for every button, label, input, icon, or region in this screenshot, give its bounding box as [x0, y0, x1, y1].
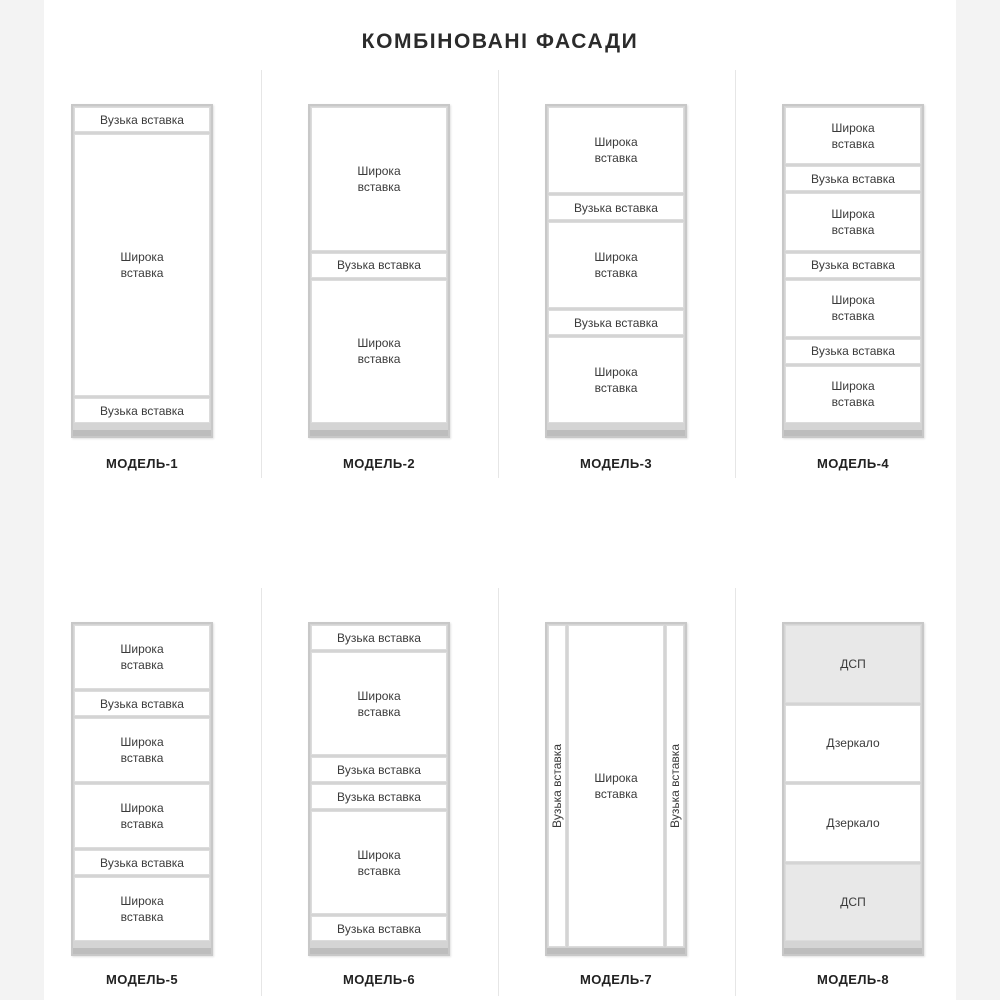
narrow-insert-panel [785, 339, 921, 364]
narrow-insert-label: Вузька вставка [100, 403, 184, 418]
wide-insert-label: Широка [120, 735, 164, 749]
model-label: МОДЕЛЬ-3 [580, 456, 652, 471]
wide-insert-panel [74, 877, 210, 941]
narrow-insert-panel-vertical [666, 625, 684, 947]
wide-insert-label: вставка [594, 151, 638, 165]
wide-insert-label: Широка [120, 801, 164, 815]
wide-insert-panel [311, 652, 447, 755]
wide-insert-label: Широка [594, 771, 638, 785]
narrow-insert-label: Вузька вставка [668, 744, 682, 828]
column-divider [735, 70, 736, 478]
wide-insert-label: вставка [357, 863, 401, 878]
narrow-insert-label: Вузька вставка [100, 855, 184, 870]
model-label: МОДЕЛЬ-6 [343, 972, 415, 987]
door-facade [545, 622, 687, 956]
door-facade [71, 104, 213, 438]
wide-insert-label: Широка [357, 688, 401, 703]
wide-insert-panel [548, 107, 684, 193]
wide-insert-panel [548, 337, 684, 423]
wide-insert-panel [74, 625, 210, 689]
wide-insert-label: Широка [594, 250, 638, 264]
wide-insert-label: вставка [357, 179, 401, 194]
wide-insert-label: вставка [357, 352, 401, 367]
wide-insert-label: Широка [120, 642, 164, 656]
wide-insert-label: Широка [831, 379, 875, 394]
wide-insert-label: Широка [594, 365, 638, 379]
wide-insert-panel [311, 811, 447, 914]
wide-insert-label: Широка [594, 135, 638, 149]
narrow-insert-label: Вузька вставка [550, 744, 564, 828]
wide-insert-label: вставка [120, 910, 164, 924]
mirror-panel [785, 705, 921, 783]
narrow-insert-label: Вузька вставка [337, 762, 421, 777]
wide-insert-label: Широка [357, 336, 401, 351]
narrow-insert-panel [311, 916, 447, 941]
wide-insert-panel [74, 784, 210, 848]
narrow-insert-label: Вузька вставка [337, 789, 421, 804]
wide-insert-panel [785, 366, 921, 423]
mirror-panel [785, 784, 921, 862]
narrow-insert-panel [74, 107, 210, 132]
column-divider [498, 588, 499, 996]
wide-insert-panel [548, 222, 684, 308]
model-label: МОДЕЛЬ-8 [817, 972, 889, 987]
narrow-insert-label: Вузька вставка [337, 258, 421, 272]
column-divider [735, 588, 736, 996]
mirror-label: Дзеркало [826, 815, 880, 830]
wide-insert-label: Широка [831, 120, 875, 135]
chipboard-panel [785, 625, 921, 703]
page-title: КОМБІНОВАНІ ФАСАДИ [361, 30, 639, 53]
wide-insert-label: вставка [357, 704, 401, 719]
wide-insert-label: вставка [831, 309, 875, 324]
wide-insert-label: Широка [120, 894, 164, 908]
wide-insert-panel [785, 193, 921, 250]
model-label: МОДЕЛЬ-4 [817, 456, 889, 471]
narrow-insert-panel-vertical [548, 625, 566, 947]
wide-insert-label: вставка [120, 266, 164, 280]
narrow-insert-label: Вузька вставка [574, 315, 658, 330]
wide-insert-panel [785, 280, 921, 337]
wide-insert-label: вставка [831, 222, 875, 237]
wide-insert-label: Широка [831, 206, 875, 221]
column-divider [498, 70, 499, 478]
door-facade [71, 622, 213, 956]
column-divider [261, 588, 262, 996]
wide-insert-panel [568, 625, 664, 947]
model-label: МОДЕЛЬ-2 [343, 456, 415, 471]
wide-insert-label: Широка [357, 847, 401, 862]
wide-insert-panel [74, 718, 210, 782]
wide-insert-label: Широка [357, 163, 401, 178]
chipboard-label: ДСП [840, 895, 866, 910]
narrow-insert-label: Вузька вставка [811, 344, 895, 359]
column-divider [261, 70, 262, 478]
wide-insert-label: вставка [594, 266, 638, 280]
narrow-insert-panel [74, 850, 210, 875]
chipboard-label: ДСП [840, 656, 866, 671]
model-label: МОДЕЛЬ-5 [106, 972, 178, 987]
narrow-insert-panel [74, 691, 210, 716]
narrow-insert-label: Вузька вставка [100, 696, 184, 711]
wide-insert-label: вставка [120, 751, 164, 765]
door-facade [782, 622, 924, 956]
wide-insert-label: вставка [120, 817, 164, 831]
model-label: МОДЕЛЬ-1 [106, 456, 178, 471]
wide-insert-label: Широка [831, 293, 875, 308]
wide-insert-panel [74, 134, 210, 396]
wide-insert-label: вставка [594, 787, 638, 801]
door-facade [782, 104, 924, 438]
narrow-insert-panel [548, 195, 684, 220]
narrow-insert-panel [311, 757, 447, 782]
narrow-insert-label: Вузька вставка [337, 630, 421, 645]
wide-insert-panel [785, 107, 921, 164]
narrow-insert-label: Вузька вставка [811, 258, 895, 272]
mirror-label: Дзеркало [826, 736, 880, 751]
door-facade [545, 104, 687, 438]
model-label: МОДЕЛЬ-7 [580, 972, 652, 987]
narrow-insert-panel [311, 784, 447, 809]
narrow-insert-panel [785, 253, 921, 278]
narrow-insert-panel [311, 625, 447, 650]
narrow-insert-panel [311, 253, 447, 278]
door-facade [308, 104, 450, 438]
narrow-insert-label: Вузька вставка [811, 171, 895, 186]
narrow-insert-panel [548, 310, 684, 335]
chipboard-panel [785, 864, 921, 942]
wide-insert-label: вставка [831, 136, 875, 151]
wide-insert-label: вставка [594, 381, 638, 395]
narrow-insert-label: Вузька вставка [574, 200, 658, 215]
narrow-insert-label: Вузька вставка [100, 112, 184, 127]
narrow-insert-label: Вузька вставка [337, 921, 421, 936]
narrow-insert-panel [785, 166, 921, 191]
narrow-insert-panel [74, 398, 210, 423]
wide-insert-label: Широка [120, 250, 164, 264]
door-facade [308, 622, 450, 956]
wide-insert-panel [311, 280, 447, 424]
wide-insert-label: вставка [831, 395, 875, 410]
wide-insert-panel [311, 107, 447, 251]
wide-insert-label: вставка [120, 658, 164, 672]
